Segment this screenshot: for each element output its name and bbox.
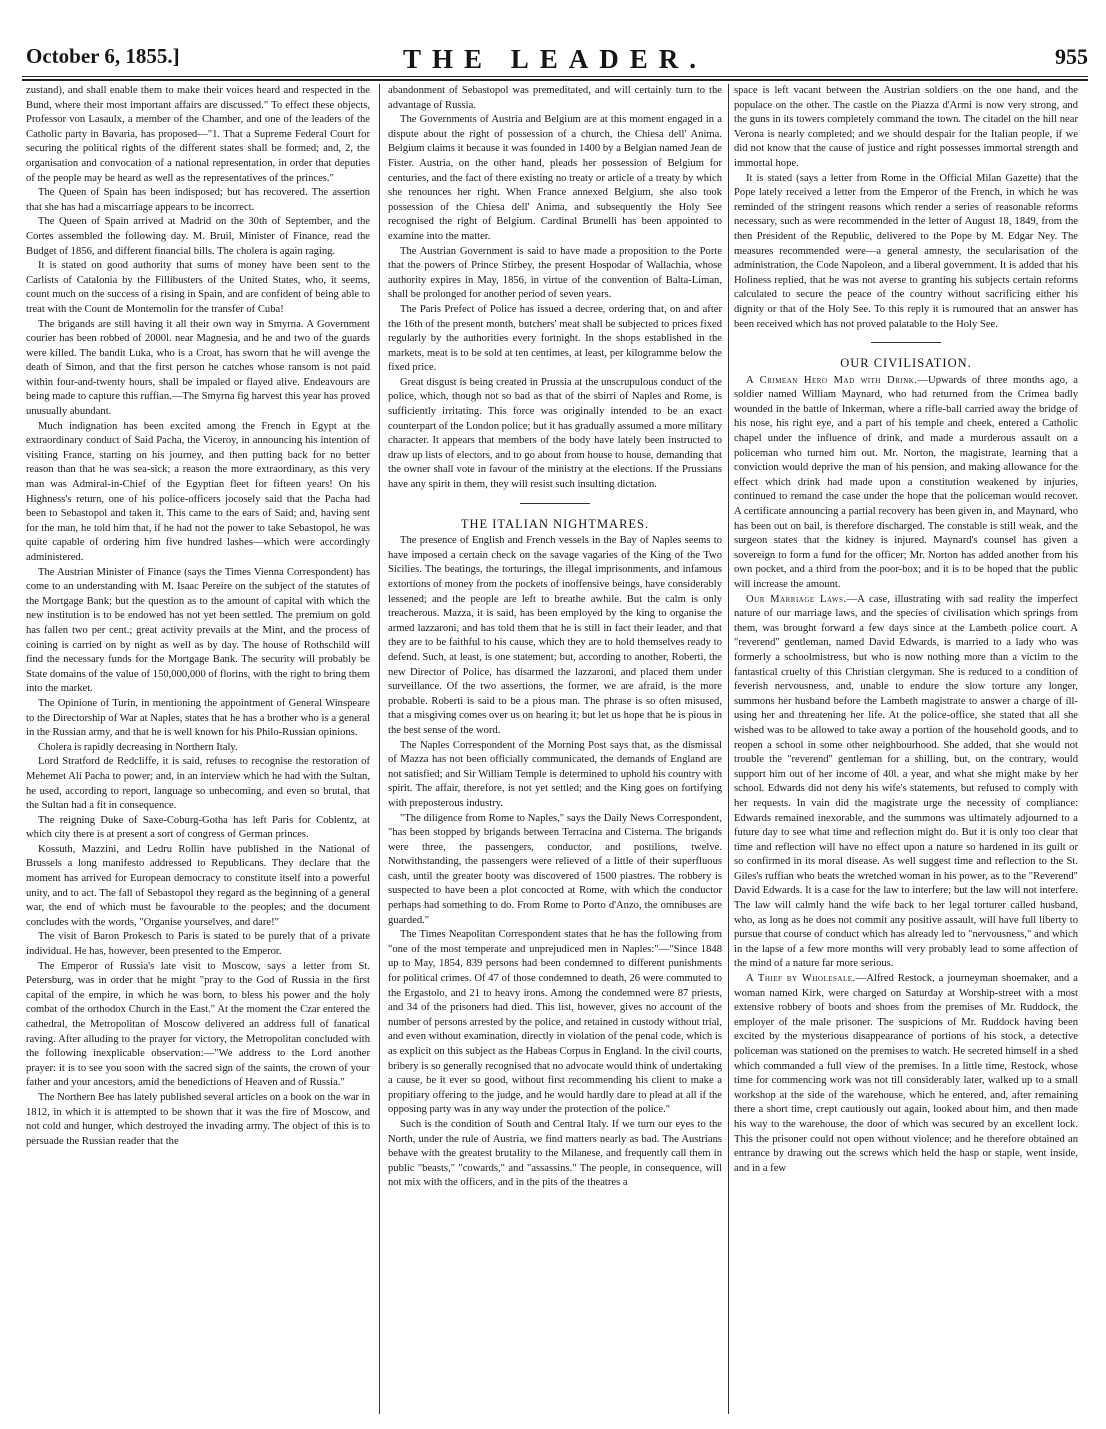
column-divider	[379, 84, 380, 1414]
paragraph: The Northern Bee has lately published several articles on a book on the war in 1812, in which it is attempted to be shown that it was the fire of Moscow, and not cold and hunger, which destroyed the invading army. The object of this is to persuade the Russian reader that the	[26, 1091, 370, 1147]
paragraph	[734, 972, 1078, 1176]
column-3	[734, 84, 1078, 1414]
paragraph: Kossuth, Mazzini, and Ledru Rollin have published in the National of Brussels a long manifesto addressed to Republicans. They declare that the moment has arrived for European democracy to constitute itself into a powerful unity, and to act. The fall of Sebastopol they regard as the beginning of a general war, the end of which must be favourable to the peoples; and the document concludes with the words, "Organise yourselves, and dare!"	[26, 843, 370, 928]
item-text: —A case, illustrating with sad reality the imperfect nature of our marriage laws, and the species of civilisation which springs from them, was brought forward a few days since at the Lambeth police court. A "reverend" gentleman, named David Edwards, is married to a lady who was formerly a schoolmistress, but who is now nothing more than a victim to the fantastical cruelty of this Christian clergyman. She is reduced to a condition of feverish nervousness, and, unable to endure the slow torture any longer, summons her husband before the Lambeth magistrate to answer a charge of ill-using her and threatening her life. At the police-office, she stated that all she wished was to be allowed to take away a portion of the household goods, and to reopen a school in some other neighbourhood. She added, that she would not trouble the "reverend" gentleman for a shilling, but, on the contrary, would support him out of her income of 40l. a year, and what she might make by her school. Edwards did not deny his wife's statements, but refused to comply with her requests. In vain did the magistrate urge the necessity of compliance: Edwards remained inexorable, and the summons was ultimately adjourned to a future day to see what time and reflection might do. But it is only too clear that time and reflection will have no effect upon a nature so hardened in its guilt or so confirmed in its moral disease. As well suggest time and reflection to the St. Giles's ruffian who beats the wretched woman in his power, as to the "Reverend" David Edwards. It is a case for the law to interfere; but the law will not interfere. The law will calmly hand the wife back to her legal torturer called husband, who, as long as he does not commit any positive assault, will have full liberty to pursue that course of conduct which has already led to "nervousness," and which in the lapse of a few more months will very probably lead to some affection of the mind of a nature far more serious.	[734, 593, 1078, 970]
paragraph: The brigands are still having it all their own way in Smyrna. A Government courier has been robbed of 2000l. near Magnesia, and he and two of the guards were killed. The bandit Luka, who is a Croat, has sworn that he will avenge the death of Simon, and that the first person he catches whose ransom is not paid within four-and-twenty hours, shall be impaled or flayed alive. Endeavours are being made to capture this ruffian.—The Smyrna fig harvest this year has proved unusually abundant.	[26, 318, 370, 418]
masthead	[22, 44, 1088, 84]
section-divider	[871, 342, 941, 343]
paragraph	[734, 593, 1078, 972]
section-divider	[520, 503, 590, 504]
newspaper-title: THE LEADER.	[402, 44, 708, 74]
paragraph: The Times Neapolitan Correspondent states that he has the following from "one of the most temperate and unprejudiced men in Naples:"—"Since 1848 up to May, 1854, 839 persons had been condemned to different punishments for political crimes. Of 47 of those condemned to death, 26 were commuted to the Ergastolo, and 21 to heavy irons. Among the condemned were 87 priests, and 34 of the prisoners had died. This list, however, gives no account of the number of persons arrested by the police, and retained in custody without trial, and even without examination, directly in violation of the penal code, which is as explicit on this subject as the Habeas Corpus in England. In the civil courts, bribery is so generally recognised that no advocate would think of undertaking a cause, be it ever so good, without first recommending his client to make a propitiary offering to the judge, and he would hardly dare to plead at all if the opposing party was in any way under the protection of the police."	[388, 929, 722, 1116]
paragraph: The Emperor of Russia's late visit to Moscow, says a letter from St. Petersburg, was in order that he might "pray to the God of Russia in the first capital of the empire, in which he was born, to bless his power and the holy combat of the orthodox Church in the East." At the moment the Czar entered the cathedral, the Metropolitan of Moscow delivered an address full of fanatical raving. After alluding to the prayer for victory, the Metropolitan concluded with the following inexplicable observation:—"We address to the Lord another prayer: it is to see you soon with the sacred sign of the saints, the crown of your father and your ancestors, amid the benedictions of Heaven and of Russia."	[26, 960, 370, 1089]
page-number: 955	[1055, 44, 1088, 69]
section-heading: THE ITALIAN NIGHTMARES.	[460, 516, 650, 531]
header-rule-thick	[22, 79, 1088, 81]
paragraph: The visit of Baron Prokesch to Paris is stated to be purely that of a private individual. He has, however, been presented to the Emperor.	[26, 931, 370, 958]
paragraph: Lord Stratford de Redcliffe, it is said, refuses to recognise the restoration of Mehemet Ali Pacha to power; and, in an interview which he had with the Sultan, he used, according to report, language so unbecoming, and even so brutal, that the Sultan had a fit in consequence.	[26, 756, 370, 812]
item-text: —Upwards of three months ago, a soldier named William Maynard, who had returned from the Crimea badly wounded in the battle of Inkerman, where a rifle-ball carried away the bridge of his nose, his right eye, and a part of his temple and cheek, entered a Catholic chapel under the influence of drink, and made a murderous assault on a policeman who turned him out. Mr. Norton, the magistrate, learning that a conviction would deprive the man of his pension, and making allowance for the effect which drink had made upon a constitution weakened by injuries, continued to remand the case under the hope that the policeman would recover. A certificate announcing a partial recovery has been given in, and Maynard, who has been out on bail, is therefore discharged. The constable is still weak, and the surgeon states that the kidney is injured. Maynard's counsel has given a sovereign to form a fund for the officer; Mr. Norton has added another from his own pocket, and a third from the poor-box; and it is to be hoped that the public will increase the amount.	[734, 374, 1078, 590]
item-lead: A Thief by Wholesale.	[746, 973, 856, 985]
header-rule	[22, 76, 1088, 77]
paragraph: Cholera is rapidly decreasing in Northern Italy.	[38, 741, 238, 753]
paragraph: zustand), and shall enable them to make their voices heard and respected in the Bund, where their most important affairs are discussed." To effect these objects, Professor von Lasaulx, a member of the Chamber, and one of the leaders of the Catholic party in Bavaria, has proposed—"1. That a Supreme Federal Court for securing the political rights of the different states shall be formed; and, 2, the organisation and convocation of a national representation, in order that deputies of the people may be heard as well as the representatives of the princes."	[26, 85, 370, 184]
paragraph: Such is the condition of South and Central Italy. If we turn our eyes to the North, under the rule of Austria, we find matters nearly as bad. The Austrians behave with the greatest brutality to the Milanese, and frequently call them in public "beasts," "cowards," and "assassins." The people, in consequence, will not mix with the officers, and in the pits of the theatres a	[388, 1118, 722, 1189]
paragraph: The Queen of Spain has been indisposed; but has recovered. The assertion that she has had a miscarriage appears to be incorrect.	[26, 187, 370, 213]
column-1	[26, 84, 370, 1414]
item-lead: Our Marriage Laws.	[746, 593, 847, 605]
paragraph: The Governments of Austria and Belgium are at this moment engaged in a dispute about the right of possession of a church, the Chiesa dell' Anima. Belgium claims it because it was founded in 1400 by a Belgian named Jean de Fister. Austria, on the other hand, pleads her possession of Belgium for centuries, and the fact of there existing no treaty or article of a treaty by which she renounces her right. When France annexed Belgium, she also took possession of the Chiesa dell' Anima, and subsequently the Holy See recognised the right of Belgium. Cardinal Brunelli has been appointed to examine into the matter.	[388, 114, 722, 242]
item-text: —Alfred Restock, a journeyman shoemaker, and a woman named Kirk, were charged on Saturday at Worship-street with a most extensive robbery of boots and shoes from the premises of Mr. Ruddock, the employer of the male prisoner. The suspicions of Mr. Ruddock having been excited by the mysterious disappearance of portions of his stock, a detective policeman was stationed on the premises to watch. He secreted himself in a shed which commanded a full view of the premises. In a little time, Restock, whose time for commencing work was not till considerably later, walked up to a small workshop at the side of the warehouse, which he entered, and, after remaining there a short time, crept cautiously out again, looked about him, and then made his way to the warehouse, the door of which was secured by an excellent lock. This the prisoner could not open without violence; and he therefore obtained an entrance by drawing out the screws which held the hasp or staple, went inside, and in a few	[734, 973, 1078, 1174]
paragraph: The reigning Duke of Saxe-Coburg-Gotha has left Paris for Coblentz, at which city there is at present a sort of congress of German princes.	[26, 814, 370, 841]
paragraph: The Opinione of Turin, in mentioning the appointment of General Winspeare to the Directorship of War at Naples, states that he has a brother who is a general in the Russian army, and that he is well known for his Philo-Russian opinions.	[26, 697, 370, 739]
paragraph: It is stated (says a letter from Rome in the Official Milan Gazette) that the Pope lately received a letter from the Emperor of the French, in which he was reminded of the stringent reasons which render a series of reasonable reforms necessary, such as were recommended in the letter of August 18, 1849, from the then President of the Republic, delivered to the Pope by M. Edgar Ney. The measures recommended were—a general amnesty, the secularisation of the administration, the Code Napoleon, and a liberal government. It is added that his Holiness replied, that he was not averse to granting his subjects certain reforms calculated to secure the peace of the country without sacrificing either his dignity or that of the Holy See. To this reply it is rumoured that an answer has been received which has not proved palatable to the Holy See.	[734, 172, 1078, 330]
paragraph: The Austrian Minister of Finance (says the Times Vienna Correspondent) has come to an understanding with M. Isaac Pereire on the subject of the statutes of the Mortgage Bank; but the question as to the amount of capital with which the new institution is to be endowed has not yet been settled. The premium on gold has fallen two per cent.; great activity prevails at the Mint, and the process of coining is carried on by night as well as by day. The house of Rothschild will find the necessary funds for the Mortgage Bank. The security will probably be State domains of the value of 150,000,000 of florins, with the right to bring them into the market.	[26, 566, 370, 695]
column-divider	[728, 84, 729, 1414]
paragraph: The Naples Correspondent of the Morning Post says that, as the dismissal of Mazza has not been officially communicated, the demands of England are not satisfied; and Sir William Temple is determined to uphold his country with spirit. The affair, therefore, is not yet settled; and the King goes on fortifying with preposterous industry.	[388, 739, 722, 809]
paragraph: space is left vacant between the Austrian soldiers on the one hand, and the populace on the other. The castle on the Piazza d'Armi is now very strong, and the guns in its towers completely command the town. The citadel on the hill near Verona is nearly completed; and we should despair for the Italian people, if we did not know that the cause of justice and right possesses immortal strength and immortal hope.	[734, 85, 1078, 169]
paragraph: The Queen of Spain arrived at Madrid on the 30th of September, and the Cortes assembled the following day. M. Bruil, Minister of Finance, read the Budget of 1856, and different financial bills. The cholera is again raging.	[26, 216, 370, 257]
issue-date: October 6, 1855.]	[26, 44, 180, 68]
paragraph: The Paris Prefect of Police has issued a decree, ordering that, on and after the 16th of the present month, butchers' meat shall be subjected to prices fixed regularly by the authorities every fortnight. In the shops established in the markets, meat is to be sold at ten centimes, at least, per kilogramme below the fixed price.	[388, 303, 722, 374]
paragraph: The presence of English and French vessels in the Bay of Naples seems to have imposed a certain check on the savage vagaries of the King of the Two Sicilies. The beatings, the torturings, the illegal imprisonments, and infamous extortions of money from the pockets of inoffensive beings, have considerably lessened; and the people are left to breathe awhile. But the calm is only treacherous. Mazza, it is said, has been employed by the king to organise the armed lazzaroni, and has told them that he is still in fact their leader, and that they are to be faithful to his cause, which they are to hold themselves ready to defend. Such, at least, is one statement; but, according to another, Roberti, the new Director of Police, has disarmed the lazzaroni, and placed them under surveillance. Of the two assertions, the former, we are afraid, is the more probable. Roberti is said to be a pious man. The phrase is so often misused, that a misgiving comes over us on hearing it; but let us hope that he is pious in the best sense of the word.	[388, 535, 722, 736]
paragraph: Great disgust is being created in Prussia at the unscrupulous conduct of the police, which, though not so bad as that of the sbirri of Naples and Rome, is sufficiently irritating. This force was originally intended to be an exact counterpart of the London police; but it has gradually assumed a more military character. It appears that members of the body have lately been instructed to draw up lists of electors, and to go about from house to house, demanding that the owner shall vote in favour of the ministry at the elections. If the Prussians have any spirit in them, they will resist such insulting dictation.	[388, 376, 722, 491]
section-heading: OUR CIVILISATION.	[840, 356, 972, 371]
paragraph: The Austrian Government is said to have made a proposition to the Porte that the powers of Prince Stirbey, the present Hospodar of Wallachia, whose authority expires in May, 1856, in virtue of the convention of Balta-Liman, shall be prolonged for another period of seven years.	[388, 245, 722, 301]
paragraph: "The diligence from Rome to Naples," says the Daily News Correspondent, "has been stopped by brigands between Terracina and Cisterna. The brigands were three, the passengers, conductor, and postilions, twelve. Notwithstanding, the passengers were relieved of a little of their superfluous cash, until the greater booty was discovered of 1500 piastres. The robbery is suspected to have been a plot concocted at Rome, with which the conductor perhaps had something to do. From Rome to Porto d'Anzo, the omnibuses are guarded."	[388, 812, 722, 926]
paragraph	[734, 374, 1078, 593]
paragraph: abandonment of Sebastopol was premeditated, and will certainly turn to the advantage of Russia.	[388, 85, 722, 111]
paragraph: It is stated on good authority that sums of money have been sent to the Carlists of Catalonia by the Fillibusters of the United States, who, it seems, count much on the success of a rising in Spain, and are confident of being able to treat with the Count de Montemolin for the transfer of Cuba!	[26, 260, 370, 315]
column-2	[388, 84, 722, 1414]
paragraph: Much indignation has been excited among the French in Egypt at the extraordinary conduct of Said Pacha, the Viceroy, in announcing his intention of visiting France, starting on his journey, and then putting back for no better reason than that he was sea-sick; a reason the more extraordinary, as this very man was Admiral-in-Chief of the Egyptian fleet for fifteen years! On his Highness's return, one of his police-officers jocosely said that the Pacha had been to Sebastopol and taken it. This came to the ears of Said; and, having sent for the man, he told him that, if he had not the power to take Sebastopol, he was quite capable of ordering him five hundred lashes—which were accordingly administered.	[26, 420, 370, 563]
item-lead: A Crimean Hero Mad with Drink.	[746, 374, 918, 386]
